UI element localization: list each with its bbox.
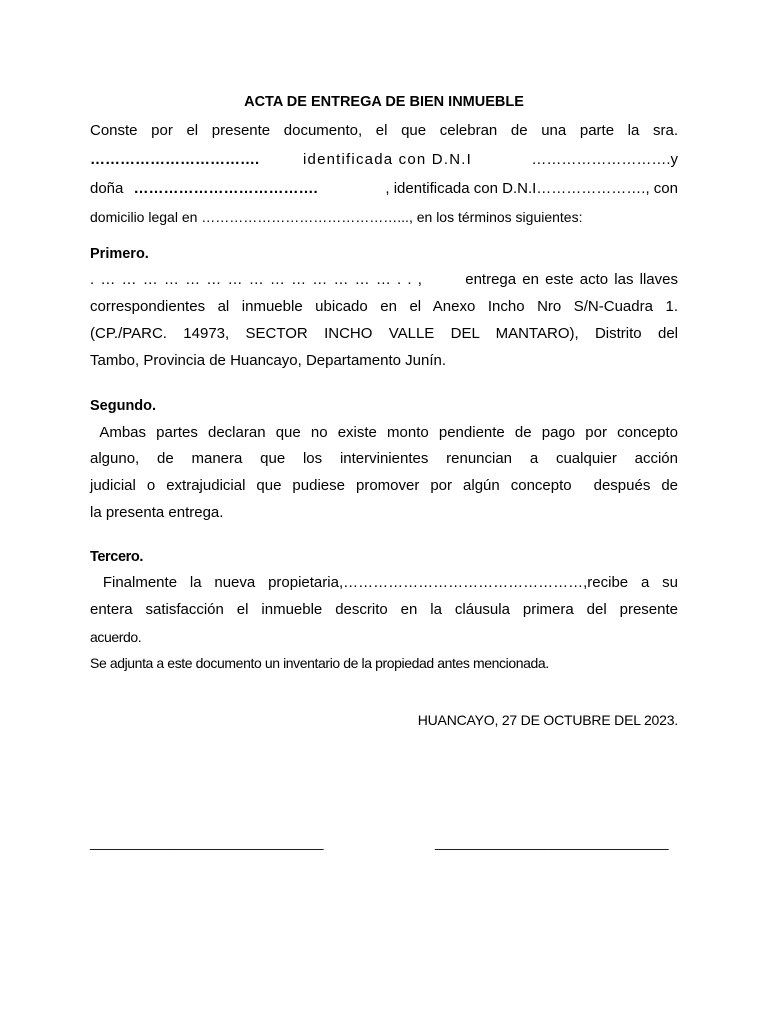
tercero-line-2: entera satisfacción el inmueble descrito en la cláusula primera del presente <box>90 601 678 618</box>
intro-line-2-dots: ……………………………. <box>90 151 260 168</box>
intro-line-2-text: identificada con D.N.I <box>303 151 472 168</box>
tercero-line-4: Se adjunta a este documento un inventario de la propiedad antes mencionada. <box>90 655 549 671</box>
intro-line-4: domicilio legal en ……………………………………..., en los términos siguientes: <box>90 209 583 225</box>
intro-line-3-tail: , identificada con D.N.I…………………., con <box>385 180 678 197</box>
primero-line-2: correspondientes al inmueble ubicado en el Anexo Incho Nro S/N-Cuadra 1. <box>90 298 678 315</box>
intro-line-3 <box>90 179 678 199</box>
segundo-heading: Segundo. <box>90 398 157 414</box>
document-date: HUANCAYO, 27 DE OCTUBRE DEL 2023. <box>417 712 678 728</box>
tercero-heading: Tercero. <box>90 549 143 565</box>
segundo-line-2: alguno, de manera que los intervinientes renuncian a cualquier acción <box>90 450 678 467</box>
segundo-line-1: Ambas partes declaran que no existe monto pendiente de pago por concepto <box>90 424 678 441</box>
intro-line-1: Conste por el presente documento, el que celebran de una parte la sra. <box>90 122 678 139</box>
segundo-line-3: judicial o extrajudicial que pudiese promover por algún concepto después de <box>90 477 678 494</box>
intro-line-3-dots: ………………………………. <box>133 180 318 197</box>
primero-line-3: (CP./PARC. 14973, SECTOR INCHO VALLE DEL MANTARO), Distrito del <box>90 325 678 342</box>
intro-line-2 <box>90 150 678 170</box>
document-title: ACTA DE ENTREGA DE BIEN INMUEBLE <box>244 94 524 110</box>
intro-line-3-start: doña <box>90 180 124 197</box>
intro-line-2-tail: ……………………….y <box>531 151 678 168</box>
primero-line-1: . … … … … … … … … … … … … … … . . , entrega en este acto las llaves <box>90 271 678 288</box>
segundo-line-4: la presenta entrega. <box>90 504 224 521</box>
tercero-line-3: acuerdo. <box>90 629 142 645</box>
signature-line-left: ______________________________ <box>90 834 324 850</box>
primero-heading: Primero. <box>90 246 149 262</box>
signature-line-right: ______________________________ <box>435 834 669 850</box>
primero-line-4: Tambo, Provincia de Huancayo, Departamento Junín. <box>90 352 447 369</box>
tercero-line-1: Finalmente la nueva propietaria,…………………………………………,recibe a su <box>90 574 678 591</box>
